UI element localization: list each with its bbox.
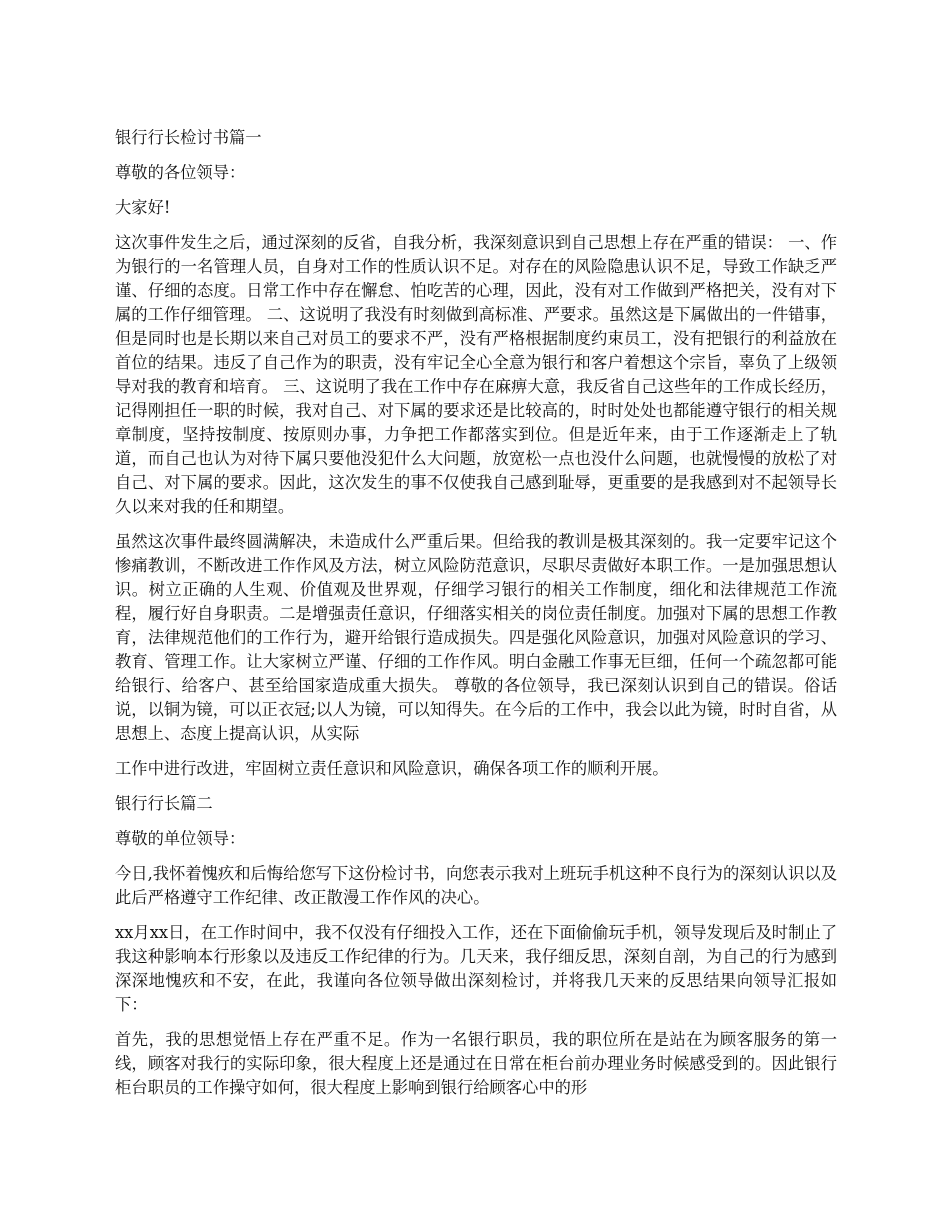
salutation-2: 尊敬的单位领导： (115, 829, 246, 848)
section-title-part-2: 银行行长篇二 (115, 794, 213, 813)
body-paragraph: 今日,我怀着愧疚和后悔给您写下这份检讨书，向您表示我对上班玩手机这种不良行为的深刻认识以及此后严格遵守工作纪律、改正散漫工作作风的决心。 (115, 864, 837, 907)
body-paragraph: 工作中进行改进，牢固树立责任意识和风险意识，确保各项工作的顺利开展。 (115, 759, 669, 778)
body-paragraph: xx月xx日，在工作时间中，我不仅没有仔细投入工作，还在下面偷偷玩手机，领导发现后及时制止了我这种影响本行形象以及违反工作纪律的行为。几天来，我仔细反思，深刻自剖，为自己的行为感到深深地愧疚和不安，在此，我谨向各位领导做出深刻检讨，并将我几天来的反思结果向领导汇报如下： (115, 923, 837, 1014)
body-paragraph: 虽然这次事件最终圆满解决，未造成什么严重后果。但给我的教训是极其深刻的。我一定要牢记这个惨痛教训，不断改进工作作风及方法，树立风险防范意识，尽职尽责做好本职工作。一是加强思想认识。树立正确的人生观、价值观及世界观，仔细学习银行的相关工作制度，细化和法律规范工作流程，履行好自身职责。二是增强责任意识，仔细落实相关的岗位责任制度。加强对下属的思想工作教育，法律规范他们的工作行为，避开给银行造成损失。四是强化风险意识，加强对风险意识的学习、教育、管理工作。让大家树立严谨、仔细的工作作风。明白金融工作事无巨细，任何一个疏忽都可能给银行、给客户、甚至给国家造成重大损失。 尊敬的各位领导，我已深刻认识到自己的错误。俗话说，以铜为镜，可以正衣冠;以人为镜，可以知得失。在今后的工作中，我会以此为镜，时时自省，从思想上、态度上提高认识，从实际 (115, 532, 837, 743)
document-body (115, 126, 837, 1111)
body-paragraph: 这次事件发生之后，通过深刻的反省，自我分析，我深刻意识到自己思想上存在严重的错误： 一、作为银行的一名管理人员，自身对工作的性质认识不足。对存在的风险隐患认识不足，导致工作缺乏严谨、仔细的态度。日常工作中存在懈怠、怕吃苦的心理，因此，没有对工作做到严格把关，没有对下属的工作仔细管理。 二、这说明了我没有时刻做到高标准、严要求。虽然这是下属做出的一件错事，但是同时也是长期以来自己对员工的要求不严，没有严格根据制度约束员工，没有把银行的利益放在首位的结果。违反了自己作为的职责，没有牢记全心全意为银行和客户着想这个宗旨，辜负了上级领导对我的教育和培育。 三、这说明了我在工作中存在麻痹大意，我反省自己这些年的工作成长经历，记得刚担任一职的时候，我对自己、对下属的要求还是比较高的，时时处处也都能遵守银行的相关规章制度，坚持按制度、按原则办事，力争把工作都落实到位。但是近年来，由于工作逐渐走上了轨道，而自己也认为对待下属只要他没犯什么大问题，放宽松一点也没什么问题，也就慢慢的放松了对自己、对下属的要求。因此，这次发生的事不仅使我自己感到耻辱，更重要的是我感到对不起领导长久以来对我的任和期望。 (115, 233, 837, 516)
salutation-1: 尊敬的各位领导： (115, 163, 246, 182)
body-paragraph: 首先，我的思想觉悟上存在严重不足。作为一名银行职员，我的职位所在是站在为顾客服务的第一线，顾客对我行的实际印象，很大程度上还是通过在日常在柜台前办理业务时候感受到的。因此银行柜台职员的工作操守如何，很大程度上影响到银行给顾客心中的形 (115, 1030, 837, 1097)
greeting: 大家好! (115, 198, 171, 217)
section-title-part-1: 银行行长检讨书篇一 (115, 128, 262, 147)
